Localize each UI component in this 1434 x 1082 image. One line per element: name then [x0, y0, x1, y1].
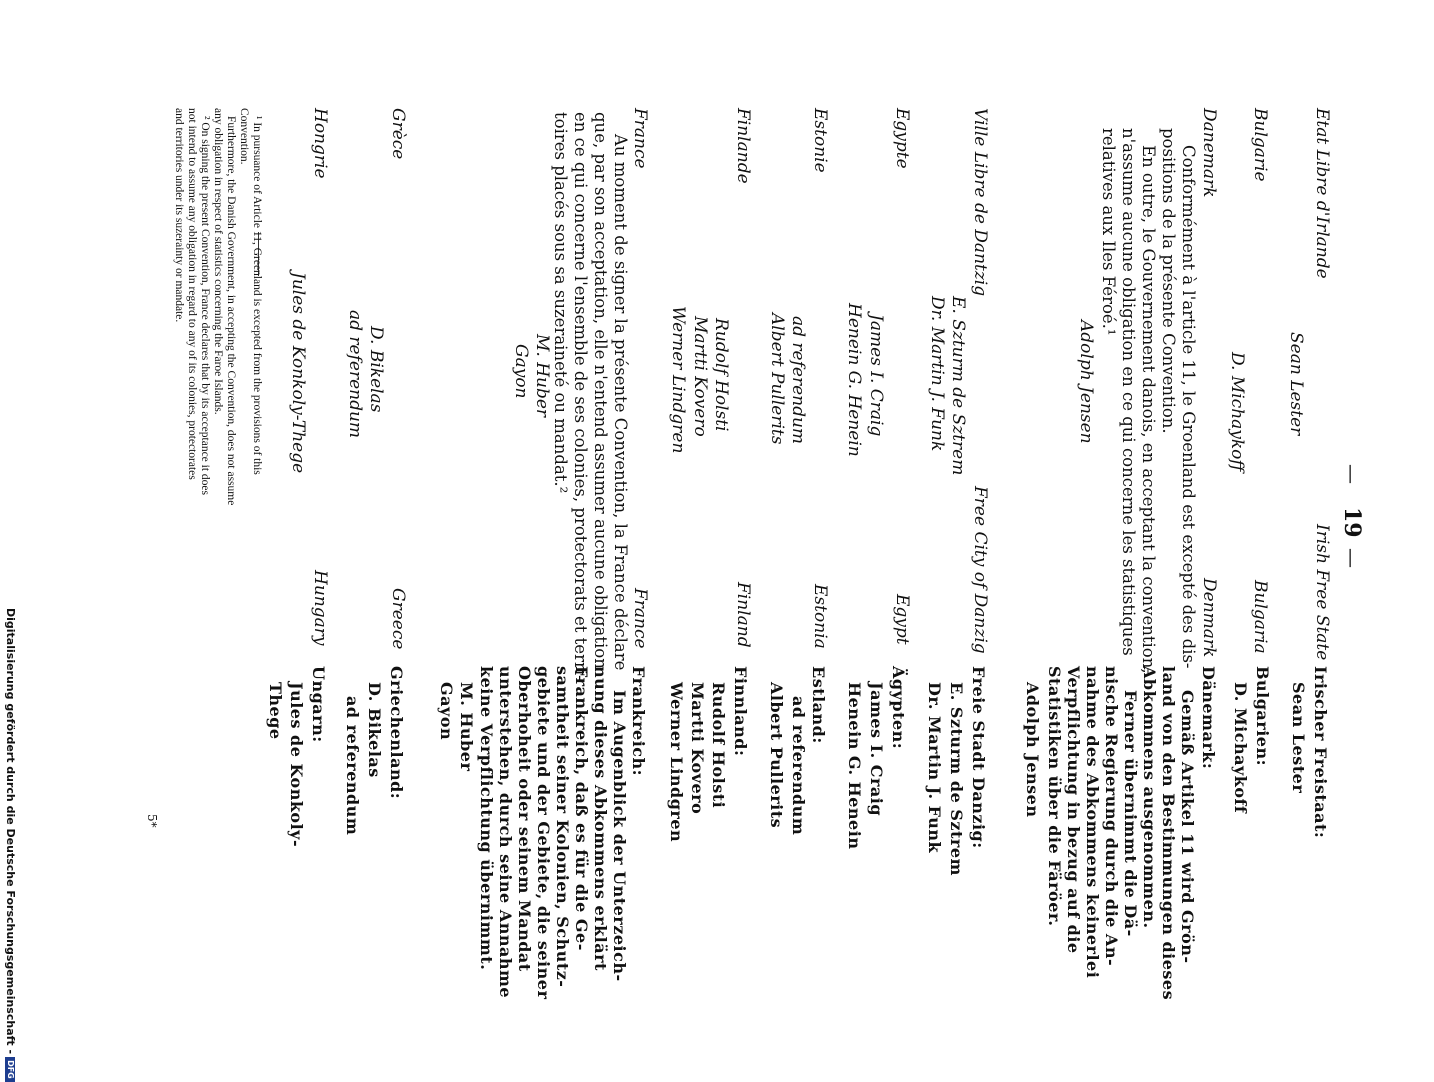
fr-grece-signature: D. Bikelas: [366, 326, 386, 413]
en-hungary-label: Hungary: [310, 570, 330, 646]
fr-bulgarie-signature: D. Michaykoff: [1227, 352, 1247, 472]
fr-france-line: en ce qui concerne l'ensemble de ses colonies, protectorats et terri-: [571, 112, 590, 681]
fr-bulgarie-label: Bulgarie: [1250, 108, 1270, 182]
fr-france-line: Au moment de signer la présente Convention, la France déclare: [611, 134, 630, 671]
en-finland-label: Finland: [733, 582, 753, 648]
footnote-1-line: any obligation in respect of statistics concerning the Faroe Islands.: [212, 108, 224, 415]
fr-danemark-signature: Adolph Jensen: [1076, 320, 1096, 444]
de-frankreich-signature: M. Huber: [457, 682, 476, 772]
fr-egypte-signature: James I. Craig: [866, 314, 886, 437]
de-daenemark-signature: Adolph Jensen: [1023, 682, 1042, 818]
fr-grece-label: Grèce: [388, 108, 408, 160]
fr-danemark-label: Danemark: [1199, 108, 1219, 198]
en-estonia-label: Estonia: [810, 584, 830, 649]
de-daenemark-line: Ferner übernimmt die Dä-: [1121, 690, 1140, 937]
de-bulgarien-signature: D. Michaykoff: [1231, 682, 1250, 814]
fr-finlande-label: Finlande: [733, 108, 753, 184]
de-daenemark-line: land von den Bestimmungen dieses: [1159, 666, 1178, 1001]
footnote-1-line: Convention.: [238, 108, 250, 165]
fr-irlande-label: Etat Libre d'Irlande: [1312, 108, 1332, 279]
footnote-1-line: ¹ In pursuance of Article 11, Greenland is excepted from the provisions of this: [251, 116, 263, 475]
fr-egypte-signature: Henein G. Henein: [844, 303, 864, 457]
fr-danemark-line: positions de la présente Convention.: [1159, 128, 1178, 434]
de-ungarn-label: Ungarn:: [309, 666, 328, 743]
de-bulgarien-label: Bulgarien:: [1253, 666, 1272, 767]
fr-danemark-line: Conformément à l'article 11, le Groenland est excepté des dis-: [1179, 145, 1198, 669]
fr-france-line: toires placés sous sa suzeraineté ou mandat.²: [551, 112, 570, 494]
de-frankreich-line: gebiete und der Gebiete, die seiner: [534, 666, 553, 1000]
de-frankreich-line: Im Augenblick der Unterzeich-: [610, 690, 629, 982]
page-number-dash-left: —: [1340, 464, 1364, 484]
fr-hongrie-signature: Jules de Konkoly-Thege: [288, 272, 308, 474]
fr-france-signature: Gayon: [511, 344, 531, 399]
page-number: 19: [1339, 507, 1365, 538]
de-aegypten-signature: James I. Craig: [867, 682, 886, 817]
fr-danzig-signature: E. Szturm de Sztrem: [948, 296, 968, 476]
fr-france-signature: M. Huber: [532, 334, 552, 418]
de-irland-label: Irischer Freistaat:: [1311, 666, 1330, 839]
fr-danzig-signature: Dr. Martin J. Funk: [927, 296, 947, 452]
en-denmark-label: Denmark: [1199, 578, 1219, 658]
de-ungarn-signature: Jules de Konkoly-: [287, 682, 306, 848]
de-danzig-label: Freie Stadt Danzig:: [969, 666, 988, 849]
credit-text: Digitalisierung gefördert durch die Deutsche Forschungsgemeinschaft -: [4, 608, 17, 1055]
de-ungarn-signature: Thege: [266, 682, 285, 740]
en-danzig-label: Free City of Danzig: [970, 486, 990, 654]
en-france-label: France: [630, 588, 650, 649]
de-finnland-signature: Martti Kovero: [688, 682, 707, 815]
digitization-credit: [5, 608, 16, 1082]
en-greece-label: Greece: [388, 588, 408, 650]
footnote-2-line: ² On signing the present Convention, France declares that by its acceptance it does: [199, 116, 211, 496]
footnote-2-line: and territories under its suzerainty or mandate.: [173, 108, 185, 323]
de-griechenland-signature: D. Bikelas: [365, 682, 384, 778]
de-frankreich-line: nung dieses Abkommens erklärt: [591, 666, 610, 971]
fr-irlande-signature: Sean Lester: [1286, 332, 1306, 436]
de-estland-signature: Albert Pullerits: [767, 682, 786, 829]
de-daenemark-line: Abkommens ausgenommen.: [1140, 666, 1159, 929]
de-frankreich-line: samtheit seiner Kolonien, Schutz-: [553, 666, 572, 988]
fr-france-label: France: [630, 108, 650, 169]
de-griechenland-signature: ad referendum: [343, 696, 362, 836]
de-estland-label: Estland:: [809, 666, 828, 744]
de-aegypten-label: Ägypten:: [889, 666, 908, 750]
fr-estonie-label: Estonie: [810, 108, 830, 173]
de-frankreich-line: Frankreich, daß es für die Ge-: [572, 666, 591, 951]
de-estland-signature: ad referendum: [789, 696, 808, 836]
de-daenemark-line: Gemäß Artikel 11 wird Grön-: [1178, 690, 1197, 964]
de-frankreich-line: keine Verpflichtung übernimmt.: [477, 666, 496, 971]
de-finnland-label: Finnland:: [731, 666, 750, 757]
de-danzig-signature: E. Szturm de Sztrem: [947, 682, 966, 876]
de-daenemark-line: nische Regierung durch die An-: [1102, 666, 1121, 967]
fr-danemark-line: En outre, le Gouvernement danois, en acceptant la convention,: [1139, 145, 1158, 674]
footnote-1-line: Furthermore, the Danish Government, in accepting the Convention, does not assume: [225, 116, 237, 506]
de-frankreich-line: unterstehen, durch seine Annahme: [496, 666, 515, 999]
de-finnland-signature: Werner Lindgren: [667, 682, 686, 843]
de-finnland-signature: Rudolf Holsti: [709, 682, 728, 809]
fr-finlande-signature: Rudolf Holsti: [711, 318, 731, 432]
page-number-dash-right: —: [1340, 548, 1364, 568]
de-frankreich-line: Oberhoheit oder seinem Mandat: [515, 666, 534, 972]
de-aegypten-signature: Henein G. Henein: [845, 682, 864, 850]
de-daenemark-line: Verpflichtung in bezug auf die: [1064, 666, 1083, 954]
fr-finlande-signature: Martti Kovero: [690, 316, 710, 437]
de-daenemark-line: nahme des Abkommens keinerlei: [1083, 666, 1102, 979]
de-griechenland-label: Griechenland:: [387, 666, 406, 800]
fr-danzig-label: Ville Libre de Dantzig: [970, 108, 990, 297]
de-daenemark-label: Dänemark:: [1199, 666, 1218, 770]
de-frankreich-signature: Gayon: [437, 682, 456, 741]
fr-danemark-line: relatives aux Iles Féroé.¹: [1099, 128, 1118, 336]
en-bulgaria-label: Bulgaria: [1250, 580, 1270, 654]
footnote-2-line: not intend to assume any obligation in regard to any of its colonies, protectorates: [186, 108, 198, 480]
fr-danemark-line: n'assume aucune obligation en ce qui concerne les statistiques: [1119, 128, 1138, 656]
fr-finlande-signature: Werner Lindgren: [668, 306, 688, 454]
fr-hongrie-label: Hongrie: [310, 108, 330, 179]
en-irish-label: Irish Free State: [1312, 524, 1332, 661]
de-irland-signature: Sean Lester: [1289, 682, 1308, 794]
sheet-number: 5*: [145, 814, 159, 828]
fr-egypte-label: Egypte: [892, 108, 912, 169]
de-daenemark-line: Statistiken über die Färöer.: [1045, 666, 1064, 927]
de-frankreich-label: Frankreich:: [629, 666, 648, 777]
fr-grece-signature: ad referendum: [345, 310, 365, 439]
en-egypt-label: Egypt: [892, 594, 912, 645]
fr-estonie-signature: Albert Pullerits: [767, 313, 787, 445]
fr-france-line: que, par son acceptation, elle n'entend assumer aucune obligation: [591, 112, 610, 669]
dfg-logo: DFG: [5, 1057, 15, 1082]
fr-estonie-signature: ad referendum: [788, 316, 808, 445]
de-danzig-signature: Dr. Martin J. Funk: [925, 682, 944, 854]
